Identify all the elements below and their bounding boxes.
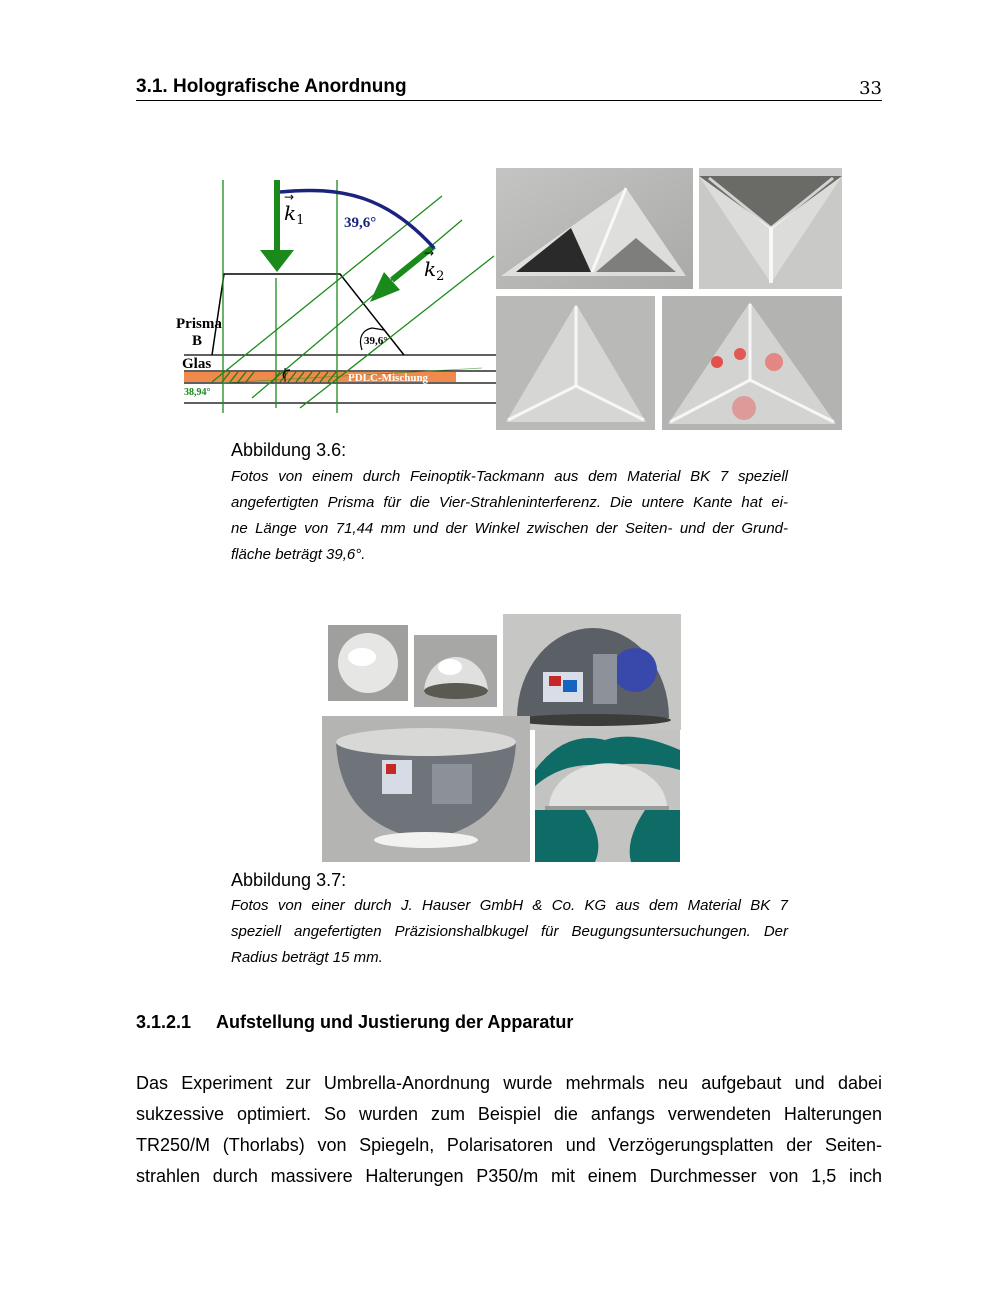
svg-text:→: → <box>424 246 435 260</box>
caption-line: Fotos von einem durch Feinoptik-Tackmann aus dem Material BK 7 speziell <box>231 468 788 485</box>
header-rule <box>136 100 882 101</box>
figure-3-7-caption <box>231 893 788 971</box>
pdlc-label: PDLC-Mischung <box>348 372 429 384</box>
prisma-label: Prisma <box>176 316 222 332</box>
section-number: 3.1.2.1 <box>136 1012 192 1032</box>
prisma-b-label: B <box>192 333 203 349</box>
caption-line: fläche beträgt 39,6°. <box>231 546 366 563</box>
hemisphere-photo-4 <box>322 716 530 862</box>
prism-photo-1 <box>496 168 693 289</box>
prism-diagram <box>172 168 496 413</box>
top-angle-label: 39,6° <box>344 215 377 231</box>
caption-line: Radius beträgt 15 mm. <box>231 949 383 966</box>
svg-text:→: → <box>284 190 295 204</box>
k1-label: $k_1$ <box>284 201 305 228</box>
running-header-title: 3.1. Holografische Anordnung <box>136 76 407 97</box>
hemisphere-photo-1 <box>328 625 408 701</box>
page-number: 33 <box>859 78 882 99</box>
prism-photo-3 <box>496 296 655 430</box>
paragraph-line: sukzessive optimiert. So wurden zum Beispiel die anfangs verwendeten Halterungen <box>136 1104 882 1124</box>
glas-label: Glas <box>182 356 212 372</box>
figure-3-6-label: Abbildung 3.6: <box>231 440 347 460</box>
paragraph-line: strahlen durch massivere Halterungen P350/m mit einem Durchmesser von 1,5 inch <box>136 1166 882 1186</box>
caption-line: Fotos von einer durch J. Hauser GmbH & Co. KG aus dem Material BK 7 <box>231 897 788 914</box>
k2-label: $k_2$ <box>424 257 445 284</box>
caption-line: angefertigten Prisma für die Vier-Strahleninterferenz. Die untere Kante hat ei- <box>231 494 788 511</box>
prism-photo-4 <box>662 296 842 430</box>
hemisphere-photo-3 <box>503 614 681 730</box>
side-angle-label: 39,6° <box>364 335 388 347</box>
bottom-angle-label: 38,94° <box>184 387 211 398</box>
hemisphere-photo-2 <box>414 635 497 707</box>
section-title: Aufstellung und Justierung der Apparatur <box>216 1012 574 1032</box>
figure-3-7-label: Abbildung 3.7: <box>231 870 347 890</box>
paragraph-line: Das Experiment zur Umbrella-Anordnung wurde mehrmals neu aufgebaut und dabei <box>136 1073 882 1093</box>
prism-photo-2 <box>699 168 842 289</box>
section-heading <box>136 1012 573 1033</box>
paragraph-line: TR250/M (Thorlabs) von Spiegeln, Polarisatoren und Verzögerungsplatten der Seiten- <box>136 1135 882 1155</box>
caption-line: speziell angefertigten Präzisionshalbkugel für Beugungsuntersuchungen. Der <box>231 923 788 940</box>
figure-3-6-caption <box>231 464 788 568</box>
hemisphere-photo-5 <box>535 730 680 862</box>
caption-line: ne Länge von 71,44 mm und der Winkel zwischen der Seiten- und der Grund- <box>231 520 788 537</box>
